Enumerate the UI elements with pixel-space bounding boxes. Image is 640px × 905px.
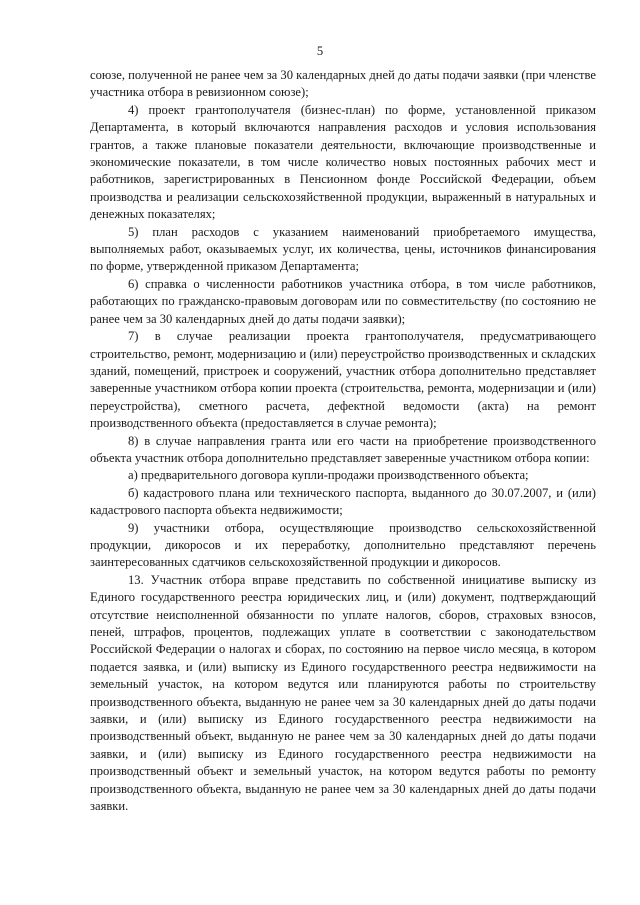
paragraph-item-8a: а) предварительного договора купли-продажи производственного объекта;	[128, 468, 529, 483]
paragraph-item-8: 8) в случае направления гранта или его части на приобретение производственного объекта участник отбора дополнительно представляет заверенные участником отбора копии:	[90, 433, 596, 465]
paragraph-item-8b: б) кадастрового плана или технического паспорта, выданного до 30.07.2007, и (или) кадастрового паспорта объекта недвижимости;	[90, 485, 596, 518]
paragraph-item-6: 6) справка о численности работников участника отбора, в том числе работников, работающих по гражданско-правовым договорам или по совместительству (по состоянию не ранее чем за 30 календарных дней до даты подачи заявки);	[90, 276, 596, 326]
page-number: 5	[316, 44, 324, 58]
paragraph-item-4: 4) проект грантополучателя (бизнес-план) по форме, установленной приказом Департамента, в который включаются направления расходов и условия использования грантов, а также плановые показатели деятельности, включающие производственные и экономические показатели, в том числе количество новых постоянных рабочих мест и работников, зарегистрированных в Пенсионном фонде Российской Федерации, объем производства и реализации сельскохозяйственной продукции, выраженный в натуральных и денежных показателях;	[90, 102, 596, 222]
paragraph-item-9: 9) участники отбора, осуществляющие производство сельскохозяйственной продукции, дикоросов и их переработку, дополнительно представляют перечень заинтересованных сдатчиков сельскохозяйственной продукции и дикоросов.	[90, 520, 596, 570]
paragraph-continuation: союзе, полученной не ранее чем за 30 календарных дней до даты подачи заявки (при членстве участника отбора в ревизионном союзе);	[90, 68, 596, 100]
paragraph-item-7: 7) в случае реализации проекта грантополучателя, предусматривающего строительство, ремонт, модернизацию и (или) переустройство производственных и складских зданий, помещений, пристроек и сооружений, участник отбора дополнительно представляет заверенные участником отбора копии проекта (строительства, ремонта, модернизации и (или) переустройства), сметного расчета, дефектной ведомости (акта) на ремонт производственного объекта (предоставляется в случае ремонта);	[90, 329, 596, 431]
paragraph-section-13: 13. Участник отбора вправе представить по собственной инициативе выписку из Единого государственного реестра юридических лиц, и (или) документ, подтверждающий отсутствие неисполненной обязанности по уплате налогов, сборов, страховых взносов, пеней, штрафов, процентов, подлежащих уплате в соответствии с законодательством Российской Федерации о налогах и сборах, по состоянию на первое число месяца, в котором подается заявка, и (или) выписку из Единого государственного реестра недвижимости на земельный участок, на котором ведутся или планируются работы по строительству производственного объекта, выданную не ранее чем за 30 календарных дней до даты подачи заявки, и (или) выписку из Единого государственного реестра недвижимости на производственный объект, выданную не ранее чем за 30 календарных дней до даты подачи заявки, и (или) выписку из Единого государственного реестра недвижимости на производственный объект и земельный участок, на котором ведутся работы по ремонту производственного объекта, выданную не ранее чем за 30 календарных дней до даты подачи заявки.	[90, 572, 596, 814]
paragraph-item-5: 5) план расходов с указанием наименований приобретаемого имущества, выполняемых работ, оказываемых услуг, их количества, цены, источников финансирования по форме, утвержденной приказом Департамента;	[90, 224, 596, 274]
document-body	[90, 67, 596, 815]
